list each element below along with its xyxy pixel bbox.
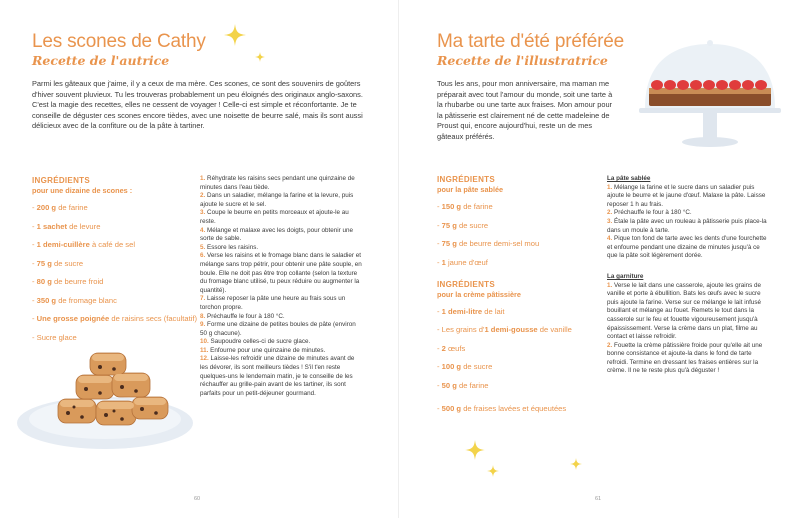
ingredients-heading: INGRÉDIENTS [437,175,495,184]
sparkle-star-icon [570,458,582,470]
step: 7. Laisse reposer la pâte une heure au frais sous un torchon propre. [200,295,346,311]
list-item: - 500 g de fraises lavées et équeutées [437,403,567,413]
left-intro-text: Parmi les gâteaux que j'aime, il y a ceux de ma mère. Ces scones, ce sont des souvenirs de goûters d'hiver souvent pluvieux. Tu les trouveras probablement un peu éloignés des originaux anglo-saxons. C'est la magie des recettes, elles ne cessent de voyager ! Celle-ci est simple et réconfortante. Je te conseille de déguster ces scones encore tièdes, avec une noisette de beurre salé, mais ils sont aussi délicieux avec de la confiture ou de la pâte à tartiner. [32,79,363,131]
right-recipe-title: Ma tarte d'été préférée [437,31,625,52]
list-item: - 1 demi-litre de lait [437,306,505,316]
sparkle-star-icon [465,440,485,460]
step: 2. Fouette la crème pâtissière froide pour qu'elle ait une bonne consistance et ajoute-la dans le fond de tarte refroidi. Termine en dressant les fraises entières sur la crème. Il ne te reste plus qu'à déguster ! [607,341,763,375]
list-item: - 80 g de beurre froid [32,277,104,286]
step: 4. Mélange et malaxe avec les doigts, pour obtenir une sorte de sable. [200,226,353,243]
list-item: - 1 demi-cuillère à café de sel [32,240,136,249]
list-item: - Sucre glace [32,332,77,342]
garniture-section-title: La garniture [607,272,644,280]
list-item: - Les grains d'1 demi-gousse de vanille [437,325,572,334]
ingredients-for: pour une dizaine de scones : [32,186,133,195]
left-ingredients [32,176,197,351]
left-intro [32,79,370,132]
creme-ingredients-list [437,307,597,390]
right-page [399,0,797,518]
right-recipe-subtitle: Recette de l'illustratrice [437,53,608,68]
left-steps [200,175,363,398]
step: 4. Pique ton fond de tarte avec les dents d'une fourchette et enfourne pendant une dizaine de minutes jusqu'à ce que la pâte soit légèrement dorée. [607,235,767,260]
fraises-list [437,404,597,413]
list-item: - 75 g de beurre demi-sel mou [437,239,540,248]
list-item: - 75 g de sucre [32,258,84,268]
list-item: - 1 jaune d'œuf [437,257,488,267]
ingredients-list [32,203,197,342]
sparkle-star-icon [487,465,499,477]
list-item: - 50 g de farine [437,380,489,390]
step: 2. Préchauffe le four à 180 °C. [607,209,692,217]
list-item: - 100 g de sucre [437,362,493,371]
list-item: - 350 g de fromage blanc [32,295,117,305]
sparkle-star-icon [224,24,246,46]
step: 10. Saupoudre celles-ci de sucre glace. [200,338,311,346]
scones-plate-illustration [10,345,195,455]
step: 5. Essore les raisins. [200,243,259,251]
step: 6. Verse les raisins et le fromage blanc dans le saladier et mélange sans trop pétrir, pour obtenir une pâte souple, en boule. Elle ne doit pas être trop collante (selon la texture du fromage blanc utilisé, tu peux réduire ou augmenter la quantité). [200,252,362,294]
list-item: - 2 œufs [437,343,466,353]
left-recipe-title: Les scones de Cathy [32,31,206,52]
sparkle-star-icon [255,52,265,62]
strawberry-tart-cake-stand-illustration [635,38,785,156]
list-item: - Une grosse poignée de raisins secs (facultatif) [32,314,198,323]
right-steps [607,175,767,376]
ingredients-for: pour la pâte sablée [437,185,504,194]
right-intro [437,79,615,143]
list-item: - 75 g de sucre [437,220,489,230]
ingredients-for-2: pour la crème pâtissière [437,289,521,299]
step: 3. Coupe le beurre en petits morceaux et ajoute-le au reste. [200,209,349,225]
step: 3. Étale la pâte avec un rouleau à pâtisserie puis place-la dans un moule à tarte. [607,217,767,234]
ingredients-heading: INGRÉDIENTS [32,176,90,185]
step: 12. Laisse-les refroidir une dizaine de minutes avant de les dévorer, ils sont meilleurs tièdes ! S'il t'en reste quelques-uns le lendemain matin, je te conseille de les réchauffer au grille-pain avant de les tartiner, ils sont parfaits pour un petit-déjeuner gourmand. [200,355,355,397]
step: 1. Verse le lait dans une casserole, ajoute les grains de vanille et porte à ébullition. Bats les œufs avec le sucre puis ajoute la farine. Verse sur ce mélange le lait infusé bouillant et mélange au fouet. Remets le tout dans la casserole sur le feu et fouette vigoureusement jusqu'à épaississement. Verse la crème dans un plat, filme au contact et laisse refroidir. [607,281,762,341]
right-intro-text: Tous les ans, pour mon anniversaire, ma maman me préparait avec tout l'amour du monde, soit une tarte à la rhubarbe ou une tarte aux fraises. Mon amour pour la pâtisserie est clairement né de cette madeleine de Proust qui, encore aujourd'hui, reste un de mes gâteaux préférés. [437,79,613,141]
right-ingredients [437,175,597,422]
step: 1. Réhydrate les raisins secs pendant une quinzaine de minutes dans l'eau tiède. [200,175,355,191]
step: 11. Enfourne pour une quinzaine de minutes. [200,346,326,354]
step: 8. Préchauffe le four à 180 °C. [200,312,285,320]
list-item: - 1 sachet de levure [32,221,101,231]
left-recipe-subtitle: Recette de l'autrice [32,53,170,68]
step: 1. Mélange la farine et le sucre dans un saladier puis ajoute le beurre et le jaune d'œuf. Malaxe la pâte. Laisse reposer 1 h au frais. [607,183,766,208]
page-number: 61 [595,496,602,502]
pate-ingredients-list [437,202,597,267]
step: 9. Forme une dizaine de petites boules de pâte (environ 50 g chacune). [200,321,356,337]
ingredients-heading-2: INGRÉDIENTS [437,279,495,289]
list-item: - 200 g de farine [32,203,88,212]
page-number: 60 [194,496,201,502]
left-page [0,0,398,518]
pate-section-title: La pâte sablée [607,175,651,182]
list-item: - 150 g de farine [437,202,493,211]
step: 2. Dans un saladier, mélange la farine et la levure, puis ajoute le sucre et le sel. [200,192,354,208]
